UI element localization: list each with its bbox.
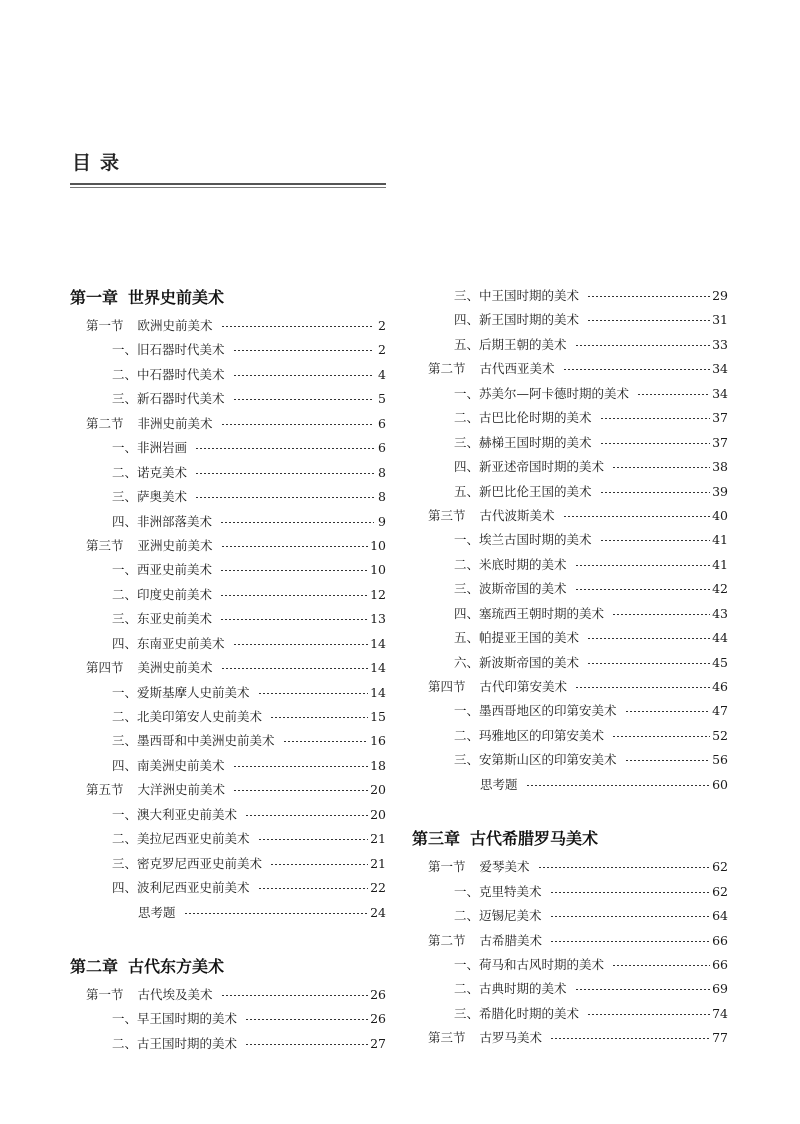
section-label: 第三节 — [428, 507, 466, 523]
dot-leader — [195, 497, 374, 498]
title-rule — [70, 183, 386, 188]
dot-leader — [221, 668, 369, 669]
toc-exercise-entry[interactable] — [412, 773, 728, 797]
dot-leader — [600, 443, 711, 444]
dot-leader — [184, 913, 369, 914]
entry-title: 思考题 — [138, 904, 176, 920]
page-number: 26 — [370, 1011, 386, 1027]
entry-title: 二、北美印第安人史前美术 — [112, 709, 263, 724]
toc-section-entry[interactable] — [70, 778, 386, 802]
entry-title: 三、希腊化时期的美术 — [454, 1005, 580, 1021]
section-heading — [86, 412, 213, 436]
entry-title: 三、东亚史前美术 — [112, 611, 213, 627]
section-label: 第一节 — [86, 986, 124, 1002]
toc-exercise-entry[interactable] — [70, 901, 386, 925]
page-number: 22 — [370, 880, 386, 896]
toc-section-entry[interactable] — [70, 534, 386, 558]
page-number: 46 — [712, 679, 728, 694]
entry-title: 二、迈锡尼美术 — [454, 908, 542, 924]
toc-subsection-entry[interactable] — [70, 485, 386, 509]
toc-subsection-entry[interactable] — [70, 1032, 386, 1056]
toc-subsection-entry[interactable] — [412, 382, 728, 406]
dot-leader — [233, 766, 369, 767]
page-number: 14 — [370, 635, 386, 651]
dot-leader — [233, 399, 374, 400]
entry-title: 一、埃兰古国时期的美术 — [454, 532, 592, 548]
dot-leader — [233, 350, 374, 351]
page-number: 38 — [712, 459, 728, 475]
entry-title: 六、新波斯帝国的美术 — [454, 654, 580, 670]
toc-section-entry[interactable] — [412, 675, 728, 699]
toc-section-entry[interactable] — [412, 357, 728, 381]
dot-leader — [258, 839, 369, 840]
page-number: 8 — [378, 464, 386, 480]
toc-subsection-entry[interactable] — [70, 632, 386, 656]
page-number: 6 — [378, 415, 386, 431]
entry-title: 一、爱斯基摩人史前美术 — [112, 684, 250, 700]
page-number: 42 — [712, 581, 728, 597]
page-number: 74 — [712, 1005, 728, 1021]
page-number: 20 — [370, 782, 386, 798]
page-number: 34 — [712, 385, 728, 401]
dot-leader — [587, 638, 710, 639]
toc-subsection-entry[interactable] — [412, 880, 728, 904]
section-title: 美洲史前美术 — [137, 660, 213, 676]
toc-subsection-entry[interactable] — [412, 1002, 728, 1026]
dot-leader — [233, 375, 374, 376]
page-number: 10 — [370, 537, 386, 553]
entry-title: 三、密克罗尼西亚史前美术 — [112, 855, 263, 871]
dot-leader — [600, 540, 711, 541]
page-number: 60 — [712, 776, 728, 792]
dot-leader — [221, 546, 369, 547]
toc-subsection-entry[interactable] — [412, 602, 728, 626]
entry-title: 二、古巴比伦时期的美术 — [454, 410, 592, 426]
chapter-label: 第三章 — [412, 829, 461, 849]
toc-subsection-entry[interactable] — [70, 387, 386, 411]
page-number: 4 — [378, 366, 386, 382]
toc-subsection-entry[interactable] — [70, 705, 386, 729]
entry-title: 二、中石器时代美术 — [112, 366, 225, 382]
section-heading — [428, 504, 555, 528]
toc-subsection-entry[interactable] — [70, 827, 386, 851]
toc-subsection-entry[interactable] — [70, 510, 386, 534]
page-number: 20 — [370, 806, 386, 822]
section-title: 爱琴美术 — [479, 859, 530, 875]
chapter-heading[interactable] — [412, 827, 728, 851]
page-number: 66 — [712, 956, 728, 972]
chapter-title: 古代东方美术 — [128, 956, 225, 976]
chapter-label: 第一章 — [70, 288, 119, 307]
dot-leader — [637, 394, 710, 395]
dot-leader — [612, 614, 710, 615]
dot-leader — [220, 595, 368, 596]
dot-leader — [625, 760, 711, 761]
toc-section-entry[interactable] — [70, 314, 386, 338]
toc-subsection-entry[interactable] — [412, 406, 728, 430]
entry-title: 思考题 — [480, 776, 518, 792]
section-label: 第一节 — [86, 318, 124, 333]
dot-leader — [195, 473, 374, 474]
section-heading — [428, 929, 542, 953]
entry-title: 一、非洲岩画 — [112, 440, 188, 456]
section-label: 第三节 — [428, 1030, 466, 1046]
dot-leader — [600, 492, 711, 493]
dot-leader — [221, 995, 369, 996]
page-number: 43 — [712, 605, 728, 621]
toc-subsection-entry[interactable] — [70, 681, 386, 705]
section-label: 第二节 — [428, 361, 466, 377]
chapter-spacer — [412, 797, 728, 827]
dot-leader — [550, 1038, 710, 1039]
section-label: 第四节 — [86, 660, 124, 676]
toc-subsection-entry[interactable] — [70, 461, 386, 485]
dot-leader — [600, 418, 711, 419]
entry-title: 二、玛雅地区的印第安美术 — [454, 727, 605, 743]
section-title: 大洋洲史前美术 — [137, 782, 226, 798]
page-number: 41 — [712, 556, 728, 572]
dot-leader — [587, 663, 710, 664]
section-title: 亚洲史前美术 — [137, 537, 213, 553]
entry-title: 二、古王国时期的美术 — [112, 1035, 238, 1051]
entry-title: 一、西亚史前美术 — [112, 562, 213, 578]
entry-title: 三、安第斯山区的印第安美术 — [454, 752, 617, 768]
toc-section-entry[interactable] — [412, 929, 728, 953]
page-number: 62 — [712, 859, 728, 875]
entry-title: 二、诺克美术 — [112, 464, 188, 480]
dot-leader — [258, 693, 369, 694]
dot-leader — [550, 916, 711, 917]
entry-title: 一、早王国时期的美术 — [112, 1011, 238, 1027]
entry-title: 四、新王国时期的美术 — [454, 312, 580, 328]
toc-section-entry[interactable] — [70, 983, 386, 1007]
toc-subsection-entry[interactable] — [412, 528, 728, 552]
page-number: 24 — [370, 904, 386, 920]
toc-subsection-entry[interactable] — [412, 651, 728, 675]
page-number: 62 — [712, 883, 728, 899]
dot-leader — [575, 989, 711, 990]
page-number: 5 — [378, 391, 386, 407]
chapter-heading[interactable] — [70, 286, 386, 310]
toc-subsection-entry[interactable] — [412, 699, 728, 723]
section-label: 第一节 — [428, 859, 466, 875]
page-number: 37 — [712, 410, 728, 426]
toc-left-column — [70, 286, 386, 1056]
toc-subsection-entry[interactable] — [412, 284, 728, 308]
entry-title: 四、塞琉西王朝时期的美术 — [454, 605, 605, 621]
entry-title: 四、非洲部落美术 — [112, 513, 213, 529]
entry-title: 三、波斯帝国的美术 — [454, 581, 567, 597]
dot-leader — [220, 570, 368, 571]
toc-subsection-entry[interactable] — [70, 558, 386, 582]
dot-leader — [270, 864, 368, 865]
dot-leader — [563, 369, 711, 370]
entry-title: 三、萨奥美术 — [112, 489, 188, 505]
entry-title: 五、帕提亚王国的美术 — [454, 630, 580, 646]
page-number: 13 — [370, 611, 386, 627]
page-number: 16 — [370, 733, 386, 749]
section-heading — [86, 534, 213, 558]
dot-leader — [233, 644, 369, 645]
toc-subsection-entry[interactable] — [412, 308, 728, 332]
toc-section-entry[interactable] — [412, 1026, 728, 1050]
chapter-title: 古代希腊罗马美术 — [470, 829, 599, 849]
page-number: 37 — [712, 434, 728, 450]
dot-leader — [550, 892, 711, 893]
page-number: 41 — [712, 532, 728, 548]
toc-section-entry[interactable] — [70, 656, 386, 680]
dot-leader — [563, 516, 711, 517]
page-number: 14 — [370, 684, 386, 700]
toc-subsection-entry[interactable] — [70, 803, 386, 827]
chapter-label: 第二章 — [70, 956, 119, 976]
entry-title: 一、旧石器时代美术 — [112, 342, 225, 358]
dot-leader — [587, 296, 710, 297]
section-heading — [428, 855, 530, 879]
dot-leader — [220, 619, 368, 620]
section-title: 古代波斯美术 — [479, 507, 555, 523]
dot-leader — [526, 785, 711, 786]
section-heading — [86, 656, 213, 680]
toc-subsection-entry[interactable] — [70, 876, 386, 900]
dot-leader — [283, 741, 369, 742]
toc-subsection-entry[interactable] — [70, 363, 386, 387]
entry-title: 一、澳大利亚史前美术 — [112, 806, 238, 822]
entry-title: 三、墨西哥和中美洲史前美术 — [112, 733, 275, 749]
page-number: 15 — [370, 709, 386, 724]
toc-subsection-entry[interactable] — [412, 748, 728, 772]
chapter-title: 世界史前美术 — [128, 288, 225, 307]
entry-title: 三、新石器时代美术 — [112, 391, 225, 407]
page-number: 2 — [378, 342, 386, 358]
toc-subsection-entry[interactable] — [70, 852, 386, 876]
toc-subsection-entry[interactable] — [412, 904, 728, 928]
toc-subsection-entry[interactable] — [70, 583, 386, 607]
toc-subsection-entry[interactable] — [70, 1007, 386, 1031]
entry-title: 一、荷马和古风时期的美术 — [454, 956, 605, 972]
section-title: 古代印第安美术 — [479, 679, 568, 694]
entry-title: 三、中王国时期的美术 — [454, 288, 580, 303]
dot-leader — [245, 1019, 368, 1020]
section-title: 欧洲史前美术 — [137, 318, 213, 333]
toc-subsection-entry[interactable] — [70, 436, 386, 460]
page-number: 9 — [378, 513, 386, 529]
chapter-spacer — [70, 925, 386, 955]
page-number: 29 — [712, 288, 728, 303]
toc-subsection-entry[interactable] — [412, 953, 728, 977]
section-title: 古罗马美术 — [479, 1030, 543, 1046]
section-title: 非洲史前美术 — [137, 415, 213, 431]
section-heading — [86, 983, 213, 1007]
page-number: 40 — [712, 507, 728, 523]
page-number: 31 — [712, 312, 728, 328]
entry-title: 四、南美洲史前美术 — [112, 757, 225, 773]
dot-leader — [575, 589, 711, 590]
toc-subsection-entry[interactable] — [412, 333, 728, 357]
section-heading — [428, 675, 567, 699]
page-number: 21 — [370, 831, 386, 847]
toc-subsection-entry[interactable] — [412, 626, 728, 650]
toc-subsection-entry[interactable] — [70, 754, 386, 778]
page-number: 77 — [712, 1030, 728, 1046]
section-title: 古代埃及美术 — [137, 986, 213, 1002]
toc-subsection-entry[interactable] — [70, 338, 386, 362]
entry-title: 一、克里特美术 — [454, 883, 542, 899]
page-number: 21 — [370, 855, 386, 871]
page-number: 47 — [712, 703, 728, 719]
page-number: 64 — [712, 908, 728, 924]
dot-leader — [612, 467, 710, 468]
toc-subsection-entry[interactable] — [412, 977, 728, 1001]
toc-subsection-entry[interactable] — [412, 480, 728, 504]
section-heading — [86, 314, 213, 338]
dot-leader — [575, 687, 710, 688]
dot-leader — [575, 345, 711, 346]
dot-leader — [245, 1044, 368, 1045]
page-number: 44 — [712, 630, 728, 646]
entry-title: 三、赫梯王国时期的美术 — [454, 434, 592, 450]
entry-title: 二、米底时期的美术 — [454, 556, 567, 572]
dot-leader — [538, 867, 711, 868]
dot-leader — [612, 736, 710, 737]
section-heading — [428, 1026, 542, 1050]
entry-title: 四、东南亚史前美术 — [112, 635, 225, 651]
dot-leader — [245, 815, 368, 816]
dot-leader — [587, 320, 710, 321]
page-number: 12 — [370, 586, 386, 602]
entry-title: 四、波利尼西亚史前美术 — [112, 880, 250, 896]
entry-title: 一、墨西哥地区的印第安美术 — [454, 703, 617, 719]
page-number: 52 — [712, 727, 728, 743]
section-label: 第二节 — [428, 932, 466, 948]
dot-leader — [612, 965, 710, 966]
dot-leader — [233, 790, 368, 791]
section-title: 古希腊美术 — [479, 932, 543, 948]
toc-subsection-entry[interactable] — [412, 431, 728, 455]
section-label: 第五节 — [86, 782, 124, 798]
toc-subsection-entry[interactable] — [70, 729, 386, 753]
page-number: 8 — [378, 489, 386, 505]
section-label: 第四节 — [428, 679, 466, 694]
entry-title: 五、后期王朝的美术 — [454, 336, 567, 352]
section-heading — [86, 778, 225, 802]
page-number: 14 — [370, 660, 386, 676]
page-number: 10 — [370, 562, 386, 578]
page-title: 目录 — [72, 152, 129, 174]
dot-leader — [221, 424, 374, 425]
entry-title: 二、古典时期的美术 — [454, 981, 567, 997]
toc-right-column — [412, 284, 728, 1051]
toc-section-entry[interactable] — [412, 855, 728, 879]
dot-leader — [625, 711, 711, 712]
page-number: 34 — [712, 361, 728, 377]
toc-subsection-entry[interactable] — [412, 455, 728, 479]
entry-title: 二、印度史前美术 — [112, 586, 213, 602]
entry-title: 四、新亚述帝国时期的美术 — [454, 459, 605, 475]
toc-section-entry[interactable] — [70, 412, 386, 436]
entry-title: 五、新巴比伦王国的美术 — [454, 483, 592, 499]
page-number: 39 — [712, 483, 728, 499]
section-label: 第三节 — [86, 537, 124, 553]
dot-leader — [220, 522, 374, 523]
toc-subsection-entry[interactable] — [412, 724, 728, 748]
page-number: 56 — [712, 752, 728, 768]
page-number: 66 — [712, 932, 728, 948]
section-heading — [428, 357, 555, 381]
dot-leader — [221, 326, 374, 327]
entry-title: 一、苏美尔—阿卡德时期的美术 — [454, 385, 630, 401]
chapter-heading[interactable] — [70, 955, 386, 979]
page-number: 69 — [712, 981, 728, 997]
toc-subsection-entry[interactable] — [70, 607, 386, 631]
dot-leader — [270, 717, 368, 718]
page-number: 6 — [378, 440, 386, 456]
dot-leader — [587, 1014, 710, 1015]
dot-leader — [575, 565, 711, 566]
toc-subsection-entry[interactable] — [412, 553, 728, 577]
dot-leader — [258, 888, 369, 889]
page-number: 27 — [370, 1035, 386, 1051]
entry-title: 二、美拉尼西亚史前美术 — [112, 831, 250, 847]
page-number: 45 — [712, 654, 728, 670]
toc-section-entry[interactable] — [412, 504, 728, 528]
dot-leader — [195, 448, 374, 449]
page-number: 2 — [378, 318, 386, 333]
toc-subsection-entry[interactable] — [412, 577, 728, 601]
page-number: 26 — [370, 986, 386, 1002]
section-label: 第二节 — [86, 415, 124, 431]
page-number: 18 — [370, 757, 386, 773]
page-number: 33 — [712, 336, 728, 352]
section-title: 古代西亚美术 — [479, 361, 555, 377]
dot-leader — [550, 941, 710, 942]
